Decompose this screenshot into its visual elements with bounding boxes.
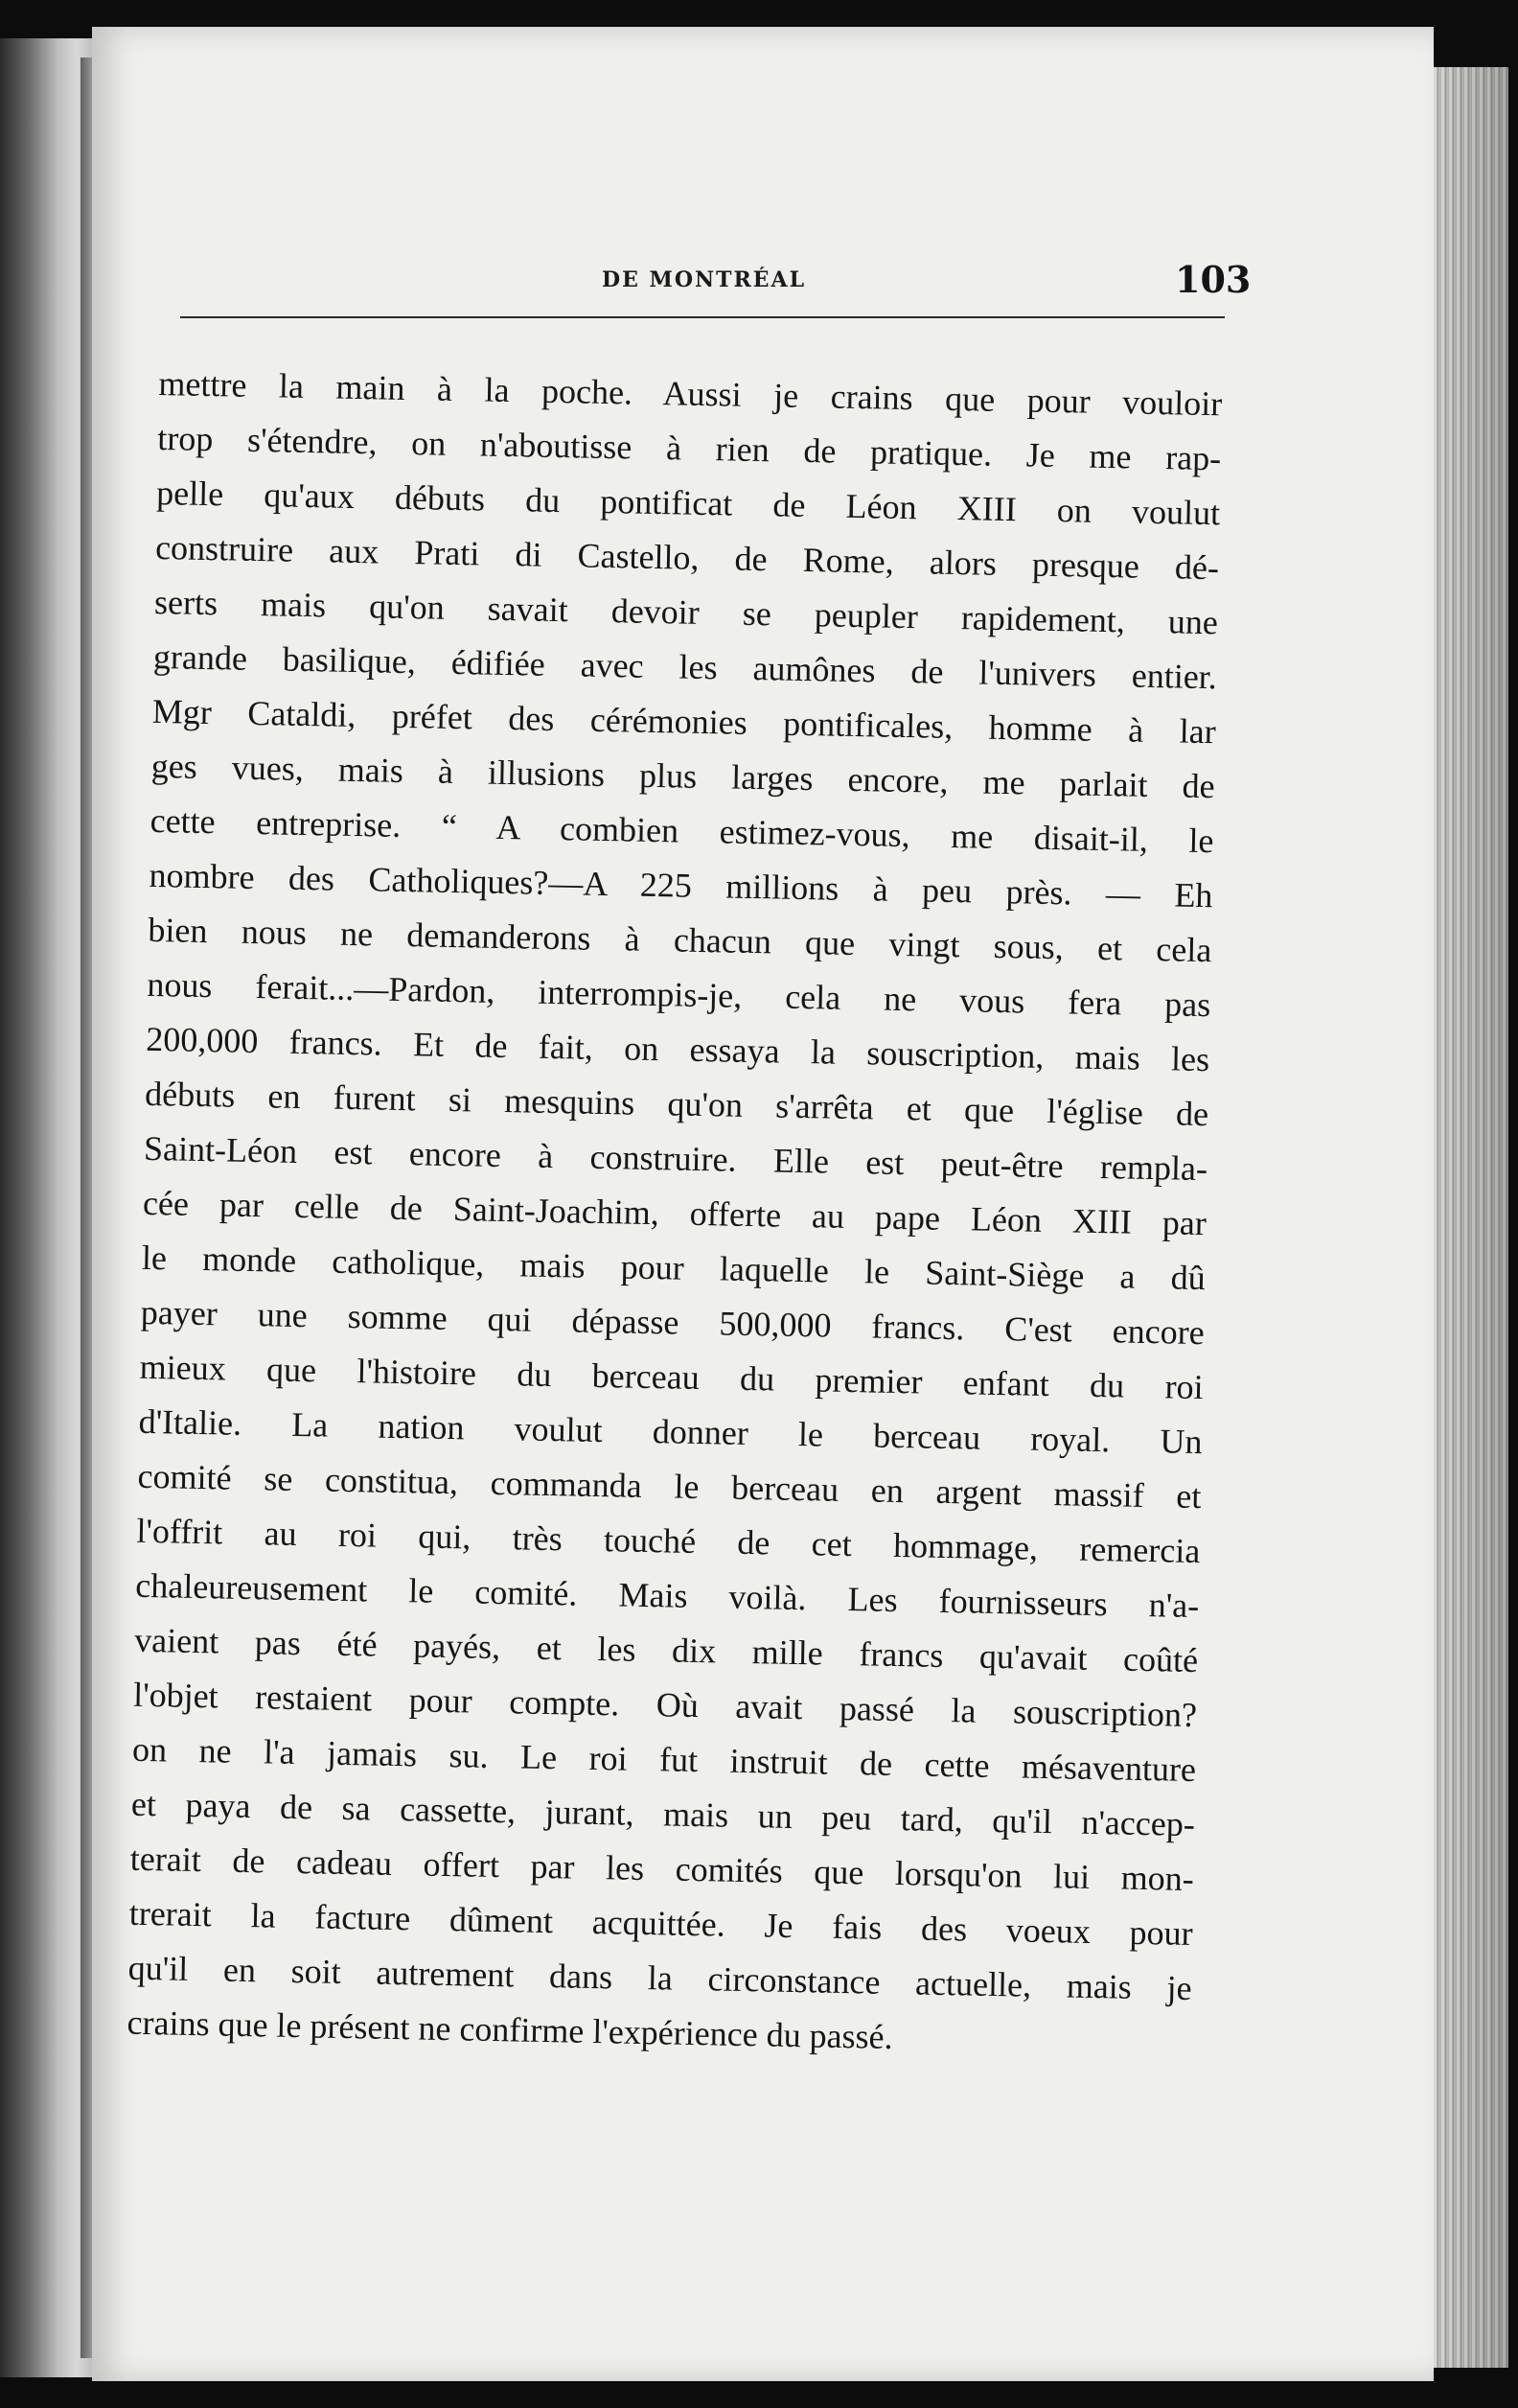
text-line: construire aux Prati di Castello, de Rome, alors presque dé-	[154, 527, 1220, 588]
running-header	[0, 254, 1518, 312]
text-line: chaleureusement le comité. Mais voilà. Les fournisseurs n'a-	[135, 1565, 1200, 1626]
text-line: le monde catholique, mais pour laquelle le Saint-Siège a dû	[141, 1238, 1207, 1298]
text-line: qu'il en soit autrement dans la circonstance actuelle, mais je	[127, 1948, 1192, 2007]
text-line: trop s'étendre, on n'aboutisse à rien de pratique. Je me rap-	[156, 418, 1222, 478]
text-line: crains que le présent ne confirme l'expérience du passé.	[126, 2003, 894, 2057]
text-line: nous ferait...—Pardon, interrompis-je, cela ne vous fera pas	[147, 964, 1211, 1025]
text-line: Mgr Cataldi, préfet des cérémonies pontificales, homme à lar	[151, 691, 1217, 752]
text-line: vaient pas été payés, et les dix mille francs qu'avait coûté	[133, 1620, 1199, 1680]
page-number: 103	[1175, 258, 1252, 301]
text-line: bien nous ne demanderons à chacun que vingt sous, et cela	[148, 910, 1212, 970]
text-line: et paya de sa cassette, jurant, mais un peu tard, qu'il n'accep-	[130, 1784, 1196, 1844]
text-line: ges vues, mais à illusions plus larges encore, me parlait de	[150, 746, 1215, 806]
text-line: nombre des Catholiques?—A 225 millions à peu près. — Eh	[149, 855, 1213, 915]
previous-page-edge	[0, 38, 92, 2377]
text-line: cée par celle de Saint-Joachim, offerte au pape Léon XIII par	[142, 1183, 1208, 1243]
text-line: d'Italie. La nation voulut donner le berceau royal. Un	[138, 1401, 1203, 1462]
text-line: l'objet restaient pour compte. Où avait passé la souscription?	[132, 1675, 1198, 1735]
header-rule	[180, 316, 1225, 318]
text-line: grande basilique, édifiée avec les aumônes de l'univers entier.	[152, 637, 1218, 697]
text-line: terait de cadeau offert par les comités que lorsqu'on lui mon-	[129, 1839, 1195, 1899]
text-line: payer une somme qui dépasse 500,000 francs. C'est encore	[140, 1292, 1206, 1353]
text-line: Saint-Léon est encore à construire. Elle est peut-être rempla-	[143, 1128, 1208, 1189]
text-line: cette entreprise. “ A combien estimez-vous, me disait-il, le	[150, 800, 1214, 861]
text-line: 200,000 francs. Et de fait, on essaya la souscription, mais les	[145, 1019, 1210, 1079]
text-line: mettre la main à la poche. Aussi je crains que pour vouloir	[158, 363, 1223, 424]
text-line: comité se constitua, commanda le berceau en argent massif et	[137, 1456, 1202, 1517]
text-line: pelle qu'aux débuts du pontificat de Léon XIII on voulut	[155, 473, 1221, 533]
text-line: on ne l'a jamais su. Le roi fut instruit de cette mésaventure	[131, 1729, 1197, 1790]
text-line: serts mais qu'on savait devoir se peupler rapidement, une	[153, 582, 1219, 642]
page-stack-shade	[1434, 67, 1508, 2368]
text-line: débuts en furent si mesquins qu'on s'arrêta et que l'église de	[144, 1074, 1209, 1134]
text-line: l'offrit au roi qui, très touché de cet hommage, remercia	[136, 1511, 1201, 1571]
running-title: DE MONTRÉAL	[602, 267, 807, 292]
text-line: trerait la facture dûment acquittée. Je fais des voeux pour	[128, 1893, 1194, 1954]
text-line: mieux que l'histoire du berceau du premier enfant du roi	[139, 1347, 1204, 1407]
body-text	[126, 357, 1223, 2141]
